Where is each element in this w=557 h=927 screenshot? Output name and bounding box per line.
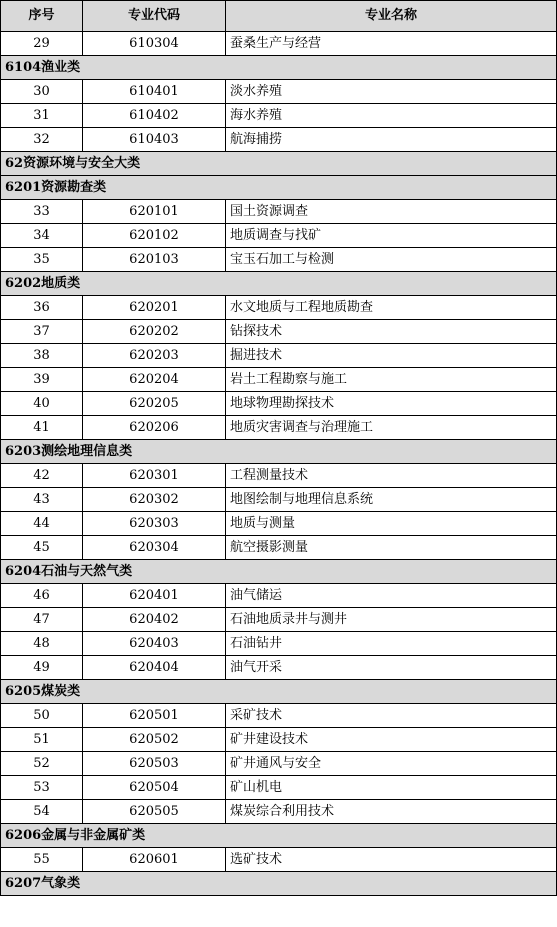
table-row xyxy=(1,104,557,128)
category-row xyxy=(1,440,557,464)
name-cell: 石油钻井 xyxy=(226,632,557,656)
seq-cell: 51 xyxy=(1,728,83,752)
name-cell: 国土资源调查 xyxy=(226,200,557,224)
category-label: 6104渔业类 xyxy=(1,56,557,80)
name-cell: 油气储运 xyxy=(226,584,557,608)
table-row xyxy=(1,536,557,560)
code-cell: 610402 xyxy=(83,104,226,128)
table-row xyxy=(1,248,557,272)
category-row xyxy=(1,680,557,704)
code-cell: 620505 xyxy=(83,800,226,824)
code-cell: 620501 xyxy=(83,704,226,728)
code-cell: 620601 xyxy=(83,848,226,872)
code-cell: 620103 xyxy=(83,248,226,272)
category-row xyxy=(1,872,557,896)
code-cell: 620303 xyxy=(83,512,226,536)
seq-cell: 35 xyxy=(1,248,83,272)
name-cell: 矿井建设技术 xyxy=(226,728,557,752)
category-row xyxy=(1,560,557,584)
seq-cell: 43 xyxy=(1,488,83,512)
table-row xyxy=(1,80,557,104)
table-row xyxy=(1,656,557,680)
seq-cell: 29 xyxy=(1,32,83,56)
code-cell: 620402 xyxy=(83,608,226,632)
table-row xyxy=(1,464,557,488)
seq-cell: 31 xyxy=(1,104,83,128)
code-cell: 620503 xyxy=(83,752,226,776)
table-row xyxy=(1,848,557,872)
table-row xyxy=(1,392,557,416)
seq-cell: 41 xyxy=(1,416,83,440)
code-cell: 620101 xyxy=(83,200,226,224)
seq-cell: 42 xyxy=(1,464,83,488)
code-cell: 620204 xyxy=(83,368,226,392)
seq-cell: 44 xyxy=(1,512,83,536)
seq-cell: 52 xyxy=(1,752,83,776)
name-cell: 航海捕捞 xyxy=(226,128,557,152)
name-cell: 海水养殖 xyxy=(226,104,557,128)
code-cell: 620205 xyxy=(83,392,226,416)
category-label: 6201资源勘查类 xyxy=(1,176,557,200)
table-row xyxy=(1,704,557,728)
code-cell: 620102 xyxy=(83,224,226,248)
major-category-label: 62资源环境与安全大类 xyxy=(1,152,557,176)
seq-cell: 34 xyxy=(1,224,83,248)
code-cell: 620302 xyxy=(83,488,226,512)
category-label: 6203测绘地理信息类 xyxy=(1,440,557,464)
name-cell: 水文地质与工程地质勘查 xyxy=(226,296,557,320)
table-body xyxy=(1,32,557,896)
category-label: 6205煤炭类 xyxy=(1,680,557,704)
name-cell: 选矿技术 xyxy=(226,848,557,872)
table-row xyxy=(1,128,557,152)
seq-cell: 39 xyxy=(1,368,83,392)
name-cell: 地球物理勘探技术 xyxy=(226,392,557,416)
table-row xyxy=(1,584,557,608)
table-row xyxy=(1,200,557,224)
table-row xyxy=(1,728,557,752)
seq-cell: 38 xyxy=(1,344,83,368)
seq-cell: 53 xyxy=(1,776,83,800)
category-label: 6207气象类 xyxy=(1,872,557,896)
name-cell: 掘进技术 xyxy=(226,344,557,368)
name-cell: 地质与测量 xyxy=(226,512,557,536)
category-label: 6206金属与非金属矿类 xyxy=(1,824,557,848)
name-cell: 煤炭综合利用技术 xyxy=(226,800,557,824)
code-cell: 620203 xyxy=(83,344,226,368)
code-cell: 620502 xyxy=(83,728,226,752)
seq-cell: 33 xyxy=(1,200,83,224)
name-cell: 航空摄影测量 xyxy=(226,536,557,560)
code-cell: 620304 xyxy=(83,536,226,560)
name-cell: 矿山机电 xyxy=(226,776,557,800)
category-row xyxy=(1,824,557,848)
name-cell: 岩土工程勘察与施工 xyxy=(226,368,557,392)
header-name: 专业名称 xyxy=(226,1,557,32)
name-cell: 地质调查与找矿 xyxy=(226,224,557,248)
code-cell: 620301 xyxy=(83,464,226,488)
header-seq: 序号 xyxy=(1,1,83,32)
seq-cell: 55 xyxy=(1,848,83,872)
table-row xyxy=(1,224,557,248)
category-row xyxy=(1,56,557,80)
code-cell: 620206 xyxy=(83,416,226,440)
name-cell: 石油地质录井与测井 xyxy=(226,608,557,632)
code-cell: 620403 xyxy=(83,632,226,656)
name-cell: 宝玉石加工与检测 xyxy=(226,248,557,272)
code-cell: 620201 xyxy=(83,296,226,320)
table-row xyxy=(1,320,557,344)
seq-cell: 46 xyxy=(1,584,83,608)
seq-cell: 36 xyxy=(1,296,83,320)
name-cell: 工程测量技术 xyxy=(226,464,557,488)
name-cell: 淡水养殖 xyxy=(226,80,557,104)
table-row xyxy=(1,800,557,824)
code-cell: 610304 xyxy=(83,32,226,56)
table-row xyxy=(1,776,557,800)
seq-cell: 30 xyxy=(1,80,83,104)
seq-cell: 47 xyxy=(1,608,83,632)
code-cell: 620404 xyxy=(83,656,226,680)
name-cell: 油气开采 xyxy=(226,656,557,680)
table-row xyxy=(1,368,557,392)
code-cell: 620202 xyxy=(83,320,226,344)
name-cell: 蚕桑生产与经营 xyxy=(226,32,557,56)
code-cell: 610403 xyxy=(83,128,226,152)
name-cell: 地图绘制与地理信息系统 xyxy=(226,488,557,512)
category-row xyxy=(1,272,557,296)
table-row xyxy=(1,488,557,512)
name-cell: 矿井通风与安全 xyxy=(226,752,557,776)
code-cell: 610401 xyxy=(83,80,226,104)
header-code: 专业代码 xyxy=(83,1,226,32)
table-row xyxy=(1,632,557,656)
table-row xyxy=(1,752,557,776)
seq-cell: 37 xyxy=(1,320,83,344)
seq-cell: 50 xyxy=(1,704,83,728)
table-row xyxy=(1,32,557,56)
code-cell: 620504 xyxy=(83,776,226,800)
table-row xyxy=(1,512,557,536)
name-cell: 钻探技术 xyxy=(226,320,557,344)
seq-cell: 32 xyxy=(1,128,83,152)
category-row xyxy=(1,176,557,200)
category-label: 6204石油与天然气类 xyxy=(1,560,557,584)
category-label: 6202地质类 xyxy=(1,272,557,296)
name-cell: 地质灾害调查与治理施工 xyxy=(226,416,557,440)
header-row xyxy=(1,1,557,32)
code-cell: 620401 xyxy=(83,584,226,608)
seq-cell: 54 xyxy=(1,800,83,824)
table-row xyxy=(1,344,557,368)
seq-cell: 40 xyxy=(1,392,83,416)
seq-cell: 45 xyxy=(1,536,83,560)
seq-cell: 48 xyxy=(1,632,83,656)
table-row xyxy=(1,416,557,440)
major-category-row xyxy=(1,152,557,176)
table-row xyxy=(1,296,557,320)
seq-cell: 49 xyxy=(1,656,83,680)
name-cell: 采矿技术 xyxy=(226,704,557,728)
table-row xyxy=(1,608,557,632)
